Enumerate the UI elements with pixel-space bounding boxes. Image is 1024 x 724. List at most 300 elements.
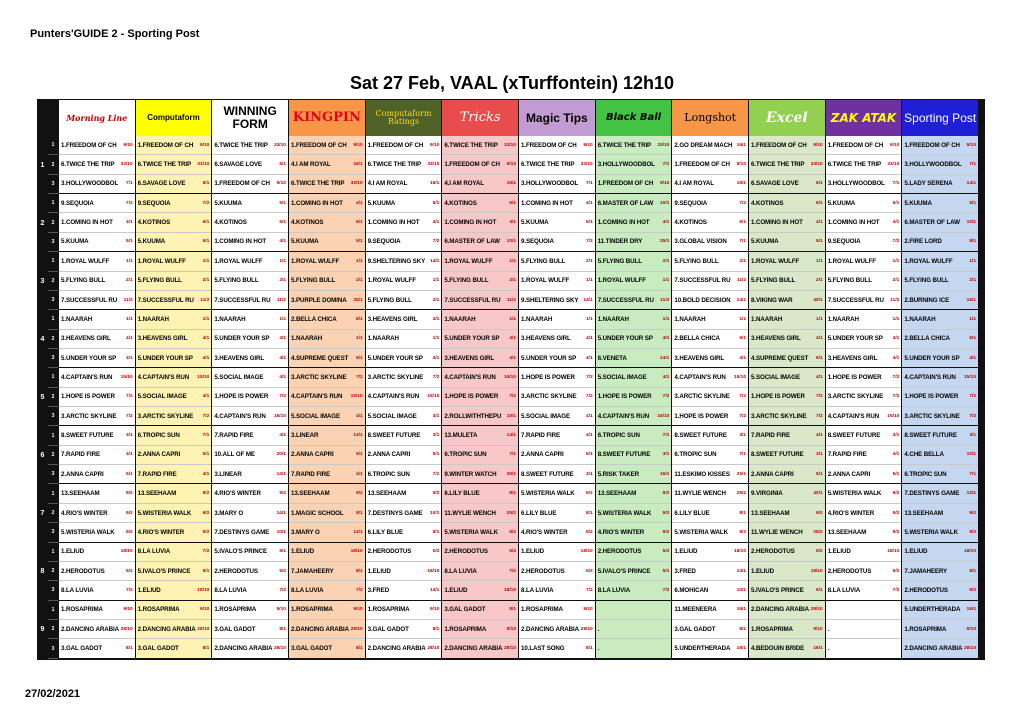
horse-name: 5.IVALO'S PRINCE bbox=[137, 567, 191, 575]
odds: 9/10 bbox=[429, 142, 440, 148]
row-index: 2 bbox=[48, 388, 58, 407]
tip-cell bbox=[136, 407, 212, 426]
tip-cell bbox=[212, 601, 288, 620]
horse-name: 1.COMING IN HOT bbox=[597, 219, 650, 227]
horse-name: 6.TWICE THE TRIP bbox=[827, 161, 882, 169]
right-strip bbox=[979, 136, 985, 659]
horse-name: 4.KOTINOS bbox=[291, 219, 324, 227]
odds: 1/1 bbox=[816, 316, 823, 322]
odds: 1/1 bbox=[816, 258, 823, 264]
horse-name: 2.ANNA CAPRI bbox=[291, 451, 334, 459]
tip-cell bbox=[749, 504, 825, 523]
tip-cell bbox=[136, 465, 212, 484]
odds: 9/10 bbox=[199, 607, 210, 613]
horse-name: 4.CAPTAIN'S RUN bbox=[214, 412, 266, 420]
row-index: 3 bbox=[48, 291, 58, 310]
odds: 33/10 bbox=[120, 162, 133, 168]
horse-name: 1.NAARAH bbox=[291, 335, 323, 343]
tip-cell bbox=[596, 446, 672, 465]
tip-cell bbox=[366, 194, 442, 213]
odds: 5/2 bbox=[432, 549, 440, 555]
horse-name: 7.RAPID FIRE bbox=[827, 451, 867, 459]
horse-name: 10.BOLD DECISION bbox=[674, 296, 731, 304]
odds: 9/2 bbox=[892, 529, 900, 535]
horse-name: 3.HEAVENS GIRL bbox=[827, 354, 878, 362]
tip-cell bbox=[826, 388, 902, 407]
tip-cell bbox=[366, 330, 442, 349]
odds: 1/1 bbox=[892, 316, 900, 322]
odds: 5/1 bbox=[202, 452, 210, 458]
odds: 33/10 bbox=[427, 162, 440, 168]
tip-cell bbox=[749, 581, 825, 600]
horse-name: 6.TWICE THE TRIP bbox=[521, 161, 575, 169]
tip-cell bbox=[902, 601, 978, 620]
odds: 5/1 bbox=[279, 549, 286, 555]
tip-cell bbox=[826, 252, 902, 271]
horse-name: 4.KOTINOS bbox=[444, 199, 477, 207]
horse-name: 1.ELIUD bbox=[904, 548, 928, 556]
odds: 4/1 bbox=[586, 200, 593, 206]
horse-name: 1.HOPE IS POWER bbox=[61, 393, 115, 401]
odds: 3/1 bbox=[586, 471, 593, 477]
odds: 11/2 bbox=[660, 297, 670, 303]
odds: 7/2 bbox=[432, 239, 440, 245]
odds: 2/1 bbox=[509, 278, 516, 284]
tipster-column bbox=[749, 136, 826, 659]
odds: 7/2 bbox=[892, 587, 900, 593]
odds: 15/10 bbox=[503, 374, 516, 380]
tip-cell bbox=[366, 310, 442, 329]
horse-name: 7.SUCCESSFUL RU bbox=[597, 296, 654, 304]
tip-cell bbox=[442, 155, 518, 174]
horse-name: 3.HEAVENS GIRL bbox=[521, 335, 571, 343]
horse-name: 7.JAMAHEERY bbox=[904, 567, 948, 575]
tip-cell bbox=[519, 426, 595, 445]
tipster-column bbox=[59, 136, 136, 659]
horse-name: 2.FIRE LORD bbox=[904, 238, 942, 246]
horse-name: 2.DANCING ARABIA bbox=[521, 625, 580, 633]
race-number: 9 bbox=[40, 626, 45, 634]
row-index: 1 bbox=[48, 136, 58, 155]
tip-cell bbox=[442, 446, 518, 465]
odds: 16/1 bbox=[506, 181, 516, 187]
horse-name: 1.ELIUD bbox=[137, 586, 161, 594]
horse-name: 1.FREEDOM OF CH bbox=[137, 141, 194, 149]
row-index: 3 bbox=[48, 639, 58, 658]
odds: 4/1 bbox=[586, 413, 593, 419]
tip-cell bbox=[902, 426, 978, 445]
odds: 7/2 bbox=[892, 394, 900, 400]
race-number: 3 bbox=[40, 277, 45, 285]
tip-cell bbox=[596, 620, 672, 639]
odds: 14/1 bbox=[660, 355, 670, 361]
odds: 6/1 bbox=[279, 162, 286, 168]
horse-name: 7.DESTINYS GAME bbox=[214, 528, 270, 536]
horse-name: 1.COMING IN HOT bbox=[521, 199, 573, 207]
odds: 4/1 bbox=[279, 355, 286, 361]
tip-cell bbox=[902, 446, 978, 465]
odds: 14/1 bbox=[276, 510, 286, 516]
column-header: Tricks bbox=[442, 100, 519, 136]
horse-name: 8.LA LUVIA bbox=[521, 586, 554, 594]
odds: 7/2 bbox=[355, 374, 363, 380]
horse-name: 1.ROYAL WULFF bbox=[291, 257, 340, 265]
tip-cell bbox=[212, 175, 288, 194]
tip-cell bbox=[212, 543, 288, 562]
horse-name: 2.HERODOTUS bbox=[827, 567, 872, 575]
tipster-column bbox=[289, 136, 366, 659]
horse-name: 1.HOPE IS POWER bbox=[674, 412, 729, 420]
odds: 4/1 bbox=[432, 220, 440, 226]
odds: 9/10 bbox=[353, 607, 363, 613]
tip-cell bbox=[902, 523, 978, 542]
horse-name: 7.SUCCESSFUL RU bbox=[444, 296, 501, 304]
tip-cell bbox=[672, 446, 748, 465]
tip-cell bbox=[442, 272, 518, 291]
horse-name: 1.FREEDOM OF CH bbox=[521, 141, 577, 149]
odds: 6/1 bbox=[816, 181, 823, 187]
row-index: 3 bbox=[48, 523, 58, 542]
horse-name: 8.LA LUVIA bbox=[137, 548, 171, 556]
odds: 33/10 bbox=[810, 162, 823, 168]
odds: 9/10 bbox=[506, 162, 516, 168]
odds: 5/1 bbox=[202, 568, 210, 574]
horse-name: 1.NAARAH bbox=[137, 315, 169, 323]
horse-name: 1.ROSAPRIMA bbox=[214, 606, 257, 614]
tip-cell bbox=[59, 272, 135, 291]
tip-cell bbox=[136, 581, 212, 600]
horse-name: 1.HOPE IS POWER bbox=[214, 393, 269, 401]
tip-cell bbox=[672, 504, 748, 523]
horse-name: 3.ARCTIC SKYLINE bbox=[137, 412, 194, 420]
horse-name: 3.ARCTIC SKYLINE bbox=[521, 393, 577, 401]
tip-cell bbox=[826, 426, 902, 445]
tip-cell bbox=[59, 543, 135, 562]
tip-cell bbox=[519, 330, 595, 349]
odds: 9/2 bbox=[509, 529, 516, 535]
horse-name: 5.FLYING BULL bbox=[827, 277, 872, 285]
tip-cell bbox=[289, 233, 365, 252]
tipster-column bbox=[212, 136, 289, 659]
tip-cell bbox=[212, 388, 288, 407]
odds: 7/1 bbox=[125, 181, 133, 187]
odds: 16/1 bbox=[660, 471, 670, 477]
horse-name: 1.HOPE IS POWER bbox=[521, 373, 575, 381]
horse-name: 1.HOPE IS POWER bbox=[597, 393, 652, 401]
horse-name: 7.SUCCESSFUL RU bbox=[61, 296, 118, 304]
tip-cell bbox=[366, 349, 442, 368]
horse-name: 5.IVALO'S PRINCE bbox=[214, 548, 268, 556]
horse-name: 6.TROPIC SUN bbox=[674, 451, 717, 459]
tip-cell bbox=[749, 368, 825, 387]
tip-cell bbox=[519, 639, 595, 658]
row-index: 3 bbox=[48, 465, 58, 484]
horse-name: 1.FREEDOM OF CH bbox=[904, 141, 960, 149]
tip-cell bbox=[519, 272, 595, 291]
tip-cell bbox=[59, 407, 135, 426]
tip-cell bbox=[289, 562, 365, 581]
tip-cell bbox=[902, 310, 978, 329]
horse-name: 3.HEAVENS GIRL bbox=[674, 354, 725, 362]
tip-cell bbox=[59, 446, 135, 465]
horse-name: 3.GAL GADOT bbox=[137, 645, 179, 653]
odds: 4/1 bbox=[125, 452, 133, 458]
odds: 25/2 bbox=[736, 491, 747, 497]
horse-name: 1.FREEDOM OF CH bbox=[751, 141, 807, 149]
odds: 25/1 bbox=[736, 471, 747, 477]
horse-name: 1.NAARAH bbox=[597, 315, 629, 323]
horse-name: 1.ROYAL WULFF bbox=[827, 257, 876, 265]
tip-cell bbox=[442, 639, 518, 658]
horse-name: 6.TWICE THE TRIP bbox=[61, 161, 115, 169]
tip-cell bbox=[902, 291, 978, 310]
horse-name: 2.HERODOTUS bbox=[444, 548, 488, 556]
odds: 5/1 bbox=[816, 239, 823, 245]
tip-cell bbox=[902, 368, 978, 387]
column-header: Excel bbox=[749, 100, 826, 136]
odds: 11/2 bbox=[506, 297, 516, 303]
odds: 8/1 bbox=[969, 239, 977, 245]
tip-cell bbox=[366, 407, 442, 426]
horse-name: 4.RIO'S WINTER bbox=[597, 528, 645, 536]
odds: 7/1 bbox=[892, 181, 900, 187]
odds: 9/10 bbox=[429, 607, 440, 613]
tip-cell bbox=[136, 233, 212, 252]
odds: 7/2 bbox=[739, 200, 747, 206]
tip-cell bbox=[136, 272, 212, 291]
horse-name: 2.ANNA CAPRI bbox=[827, 470, 871, 478]
odds: 4/1 bbox=[355, 200, 363, 206]
odds: 14/1 bbox=[736, 568, 747, 574]
horse-name: 7.DESTINYS GAME bbox=[367, 509, 423, 517]
row-index: 3 bbox=[48, 349, 58, 368]
horse-name: 6.TROPIC SUN bbox=[444, 451, 487, 459]
odds: 15/10 bbox=[657, 413, 670, 419]
horse-name: 2.HERODOTUS bbox=[61, 567, 105, 575]
odds: 9/10 bbox=[506, 626, 516, 632]
tip-cell bbox=[212, 465, 288, 484]
tip-cell bbox=[136, 562, 212, 581]
odds: 8/1 bbox=[355, 646, 363, 652]
tip-cell bbox=[749, 330, 825, 349]
odds: 14/1 bbox=[966, 181, 977, 187]
odds: 7/2 bbox=[202, 413, 210, 419]
tip-cell bbox=[289, 504, 365, 523]
odds: 7/2 bbox=[586, 239, 593, 245]
tip-cell bbox=[442, 252, 518, 271]
odds: 1/1 bbox=[432, 278, 440, 284]
horse-name: 13.SEEHAAM bbox=[137, 490, 177, 498]
horse-name: 1.ROYAL WULFF bbox=[214, 257, 263, 265]
odds: 7/2 bbox=[202, 549, 210, 555]
horse-name: 7.RAPID FIRE bbox=[751, 432, 791, 440]
tip-cell bbox=[136, 310, 212, 329]
horse-name: 4.RIO'S WINTER bbox=[827, 509, 875, 517]
tip-cell bbox=[289, 388, 365, 407]
horse-name: 2.ANNA CAPRI bbox=[367, 451, 411, 459]
tip-cell bbox=[596, 233, 672, 252]
odds: 6/1 bbox=[355, 220, 363, 226]
horse-name: 8.SWEET FUTURE bbox=[904, 432, 957, 440]
odds: 9/2 bbox=[432, 491, 440, 497]
odds: 9/10 bbox=[813, 142, 823, 148]
row-index: 2 bbox=[48, 620, 58, 639]
tip-cell bbox=[519, 136, 595, 155]
horse-name: 2.HERODOTUS bbox=[751, 548, 795, 556]
tip-cell bbox=[596, 252, 672, 271]
horse-name: 5.FLYING BULL bbox=[291, 277, 336, 285]
horse-name: 1.ROYAL WULFF bbox=[367, 277, 416, 285]
horse-name: 1.FREEDOM OF CH bbox=[674, 161, 730, 169]
tip-cell bbox=[596, 465, 672, 484]
tip-cell bbox=[596, 310, 672, 329]
odds: 5/2 bbox=[969, 587, 977, 593]
tip-cell bbox=[519, 484, 595, 503]
tip-cell bbox=[596, 175, 672, 194]
odds: 7/1 bbox=[662, 433, 670, 439]
tip-cell bbox=[212, 484, 288, 503]
tip-cell bbox=[749, 407, 825, 426]
odds: 4/1 bbox=[432, 355, 440, 361]
horse-name: 2.ANNA CAPRI bbox=[137, 451, 181, 459]
tip-cell bbox=[59, 639, 135, 658]
horse-name: 10.ALL OF ME bbox=[214, 451, 255, 459]
row-index: 3 bbox=[48, 581, 58, 600]
odds: 8/1 bbox=[202, 646, 210, 652]
odds: 5/2 bbox=[662, 549, 670, 555]
horse-name: 3.GAL GADOT bbox=[214, 625, 256, 633]
tip-cell bbox=[136, 388, 212, 407]
odds: 33/10 bbox=[887, 162, 900, 168]
horse-name: 5.SOCIAL IMAGE bbox=[291, 412, 341, 420]
odds: 4/1 bbox=[739, 355, 747, 361]
horse-name: 5.KUUMA bbox=[291, 238, 319, 246]
tip-cell bbox=[366, 213, 442, 232]
odds: 28/10 bbox=[350, 626, 363, 632]
tip-cell bbox=[596, 136, 672, 155]
odds: 4/1 bbox=[892, 355, 900, 361]
horse-name: 2.BELLA CHICA bbox=[904, 335, 950, 343]
horse-name: 1.ROSAPRIMA bbox=[61, 606, 103, 614]
horse-name: 3.HOLLYWOODBOL bbox=[521, 180, 579, 188]
odds: 7/2 bbox=[355, 587, 363, 593]
horse-name: 5.WISTERIA WALK bbox=[674, 528, 728, 536]
tip-cell bbox=[749, 233, 825, 252]
horse-name: 5.WISTERIA WALK bbox=[444, 528, 498, 536]
tip-cell bbox=[442, 388, 518, 407]
tip-cell bbox=[212, 523, 288, 542]
tip-cell bbox=[136, 543, 212, 562]
tip-cell bbox=[672, 291, 748, 310]
tip-cell bbox=[442, 136, 518, 155]
odds: 9/10 bbox=[123, 142, 133, 148]
horse-name: 3.HOLLYWOODBOL bbox=[61, 180, 119, 188]
horse-name: 4.KOTINOS bbox=[751, 199, 784, 207]
horse-name: 9.SHELTERING SKY bbox=[367, 257, 426, 265]
horse-name: 1.ROYAL WULFF bbox=[597, 277, 646, 285]
tip-cell bbox=[596, 426, 672, 445]
tip-cell bbox=[59, 291, 135, 310]
horse-name: 1.ROYAL WULFF bbox=[137, 257, 186, 265]
odds: 10/1 bbox=[660, 200, 670, 206]
odds: 9/2 bbox=[739, 529, 747, 535]
horse-name: 1.ROSAPRIMA bbox=[904, 625, 947, 633]
row-index: 2 bbox=[48, 330, 58, 349]
horse-name: 6.LILY BLUE bbox=[367, 528, 404, 536]
horse-name: 5.WISTERIA WALK bbox=[521, 490, 575, 498]
tip-cell bbox=[212, 155, 288, 174]
tip-cell bbox=[596, 504, 672, 523]
horse-name: 5.FLYING BULL bbox=[521, 257, 566, 265]
tip-cell bbox=[749, 310, 825, 329]
odds: 16/1 bbox=[736, 181, 747, 187]
odds: 14/1 bbox=[276, 471, 286, 477]
tip-cell bbox=[59, 252, 135, 271]
odds: 7/2 bbox=[739, 394, 747, 400]
odds: 5/1 bbox=[355, 452, 363, 458]
horse-name: 2.DANCING ARABIA bbox=[214, 645, 273, 653]
odds: 16/1 bbox=[353, 162, 363, 168]
horse-name: 4.CAPTAIN'S RUN bbox=[827, 412, 880, 420]
odds: 9/10 bbox=[736, 162, 747, 168]
tip-cell bbox=[366, 175, 442, 194]
odds: 1/1 bbox=[125, 316, 133, 322]
odds: 4/1 bbox=[125, 336, 133, 342]
horse-name: 1.NAARAH bbox=[674, 315, 706, 323]
tip-cell bbox=[366, 368, 442, 387]
odds: 7/2 bbox=[509, 568, 516, 574]
tip-cell bbox=[289, 426, 365, 445]
odds: 6/1 bbox=[202, 220, 210, 226]
tip-cell bbox=[212, 194, 288, 213]
horse-name: 2.ROLLWITHTHEPU bbox=[444, 412, 502, 420]
horse-name: 2.HERODOTUS bbox=[904, 586, 948, 594]
document-header: Punters'GUIDE 2 - Sporting Post bbox=[30, 28, 200, 40]
horse-name: 1.FREEDOM OF CH bbox=[367, 141, 424, 149]
odds: 7/2 bbox=[202, 200, 210, 206]
tip-cell bbox=[596, 407, 672, 426]
tip-cell bbox=[826, 136, 902, 155]
tip-cell bbox=[59, 504, 135, 523]
tip-cell bbox=[749, 601, 825, 620]
odds: 1/1 bbox=[969, 258, 977, 264]
odds: 2/1 bbox=[125, 278, 133, 284]
horse-name: 3.ARCTIC SKYLINE bbox=[291, 373, 347, 381]
horse-name: 6.LILY BLUE bbox=[674, 509, 710, 517]
tip-cell bbox=[749, 388, 825, 407]
odds: 4/1 bbox=[586, 336, 593, 342]
odds: 15/10 bbox=[273, 413, 286, 419]
horse-name: 5.IVALO'S PRINCE bbox=[751, 586, 804, 594]
tip-cell bbox=[212, 310, 288, 329]
horse-name: 5.UNDER YOUR SP bbox=[367, 354, 423, 362]
horse-name: 4.SUPREME QUEST bbox=[291, 354, 349, 362]
horse-name: 6.TWICE THE TRIP bbox=[751, 161, 805, 169]
row-index: 2 bbox=[48, 213, 58, 232]
horse-name: 5.FLYING BULL bbox=[444, 277, 489, 285]
tip-cell bbox=[366, 272, 442, 291]
odds: 2/1 bbox=[279, 278, 286, 284]
horse-name: 6.LILY BLUE bbox=[521, 509, 557, 517]
tip-cell bbox=[136, 349, 212, 368]
tipster-column bbox=[902, 136, 979, 659]
odds: 28/10 bbox=[503, 646, 516, 652]
odds: 25/1 bbox=[506, 471, 516, 477]
horse-name: 1.ELIUD bbox=[61, 548, 85, 556]
tip-cell bbox=[596, 194, 672, 213]
odds: 4/1 bbox=[202, 394, 210, 400]
odds: 28/10 bbox=[197, 626, 210, 632]
